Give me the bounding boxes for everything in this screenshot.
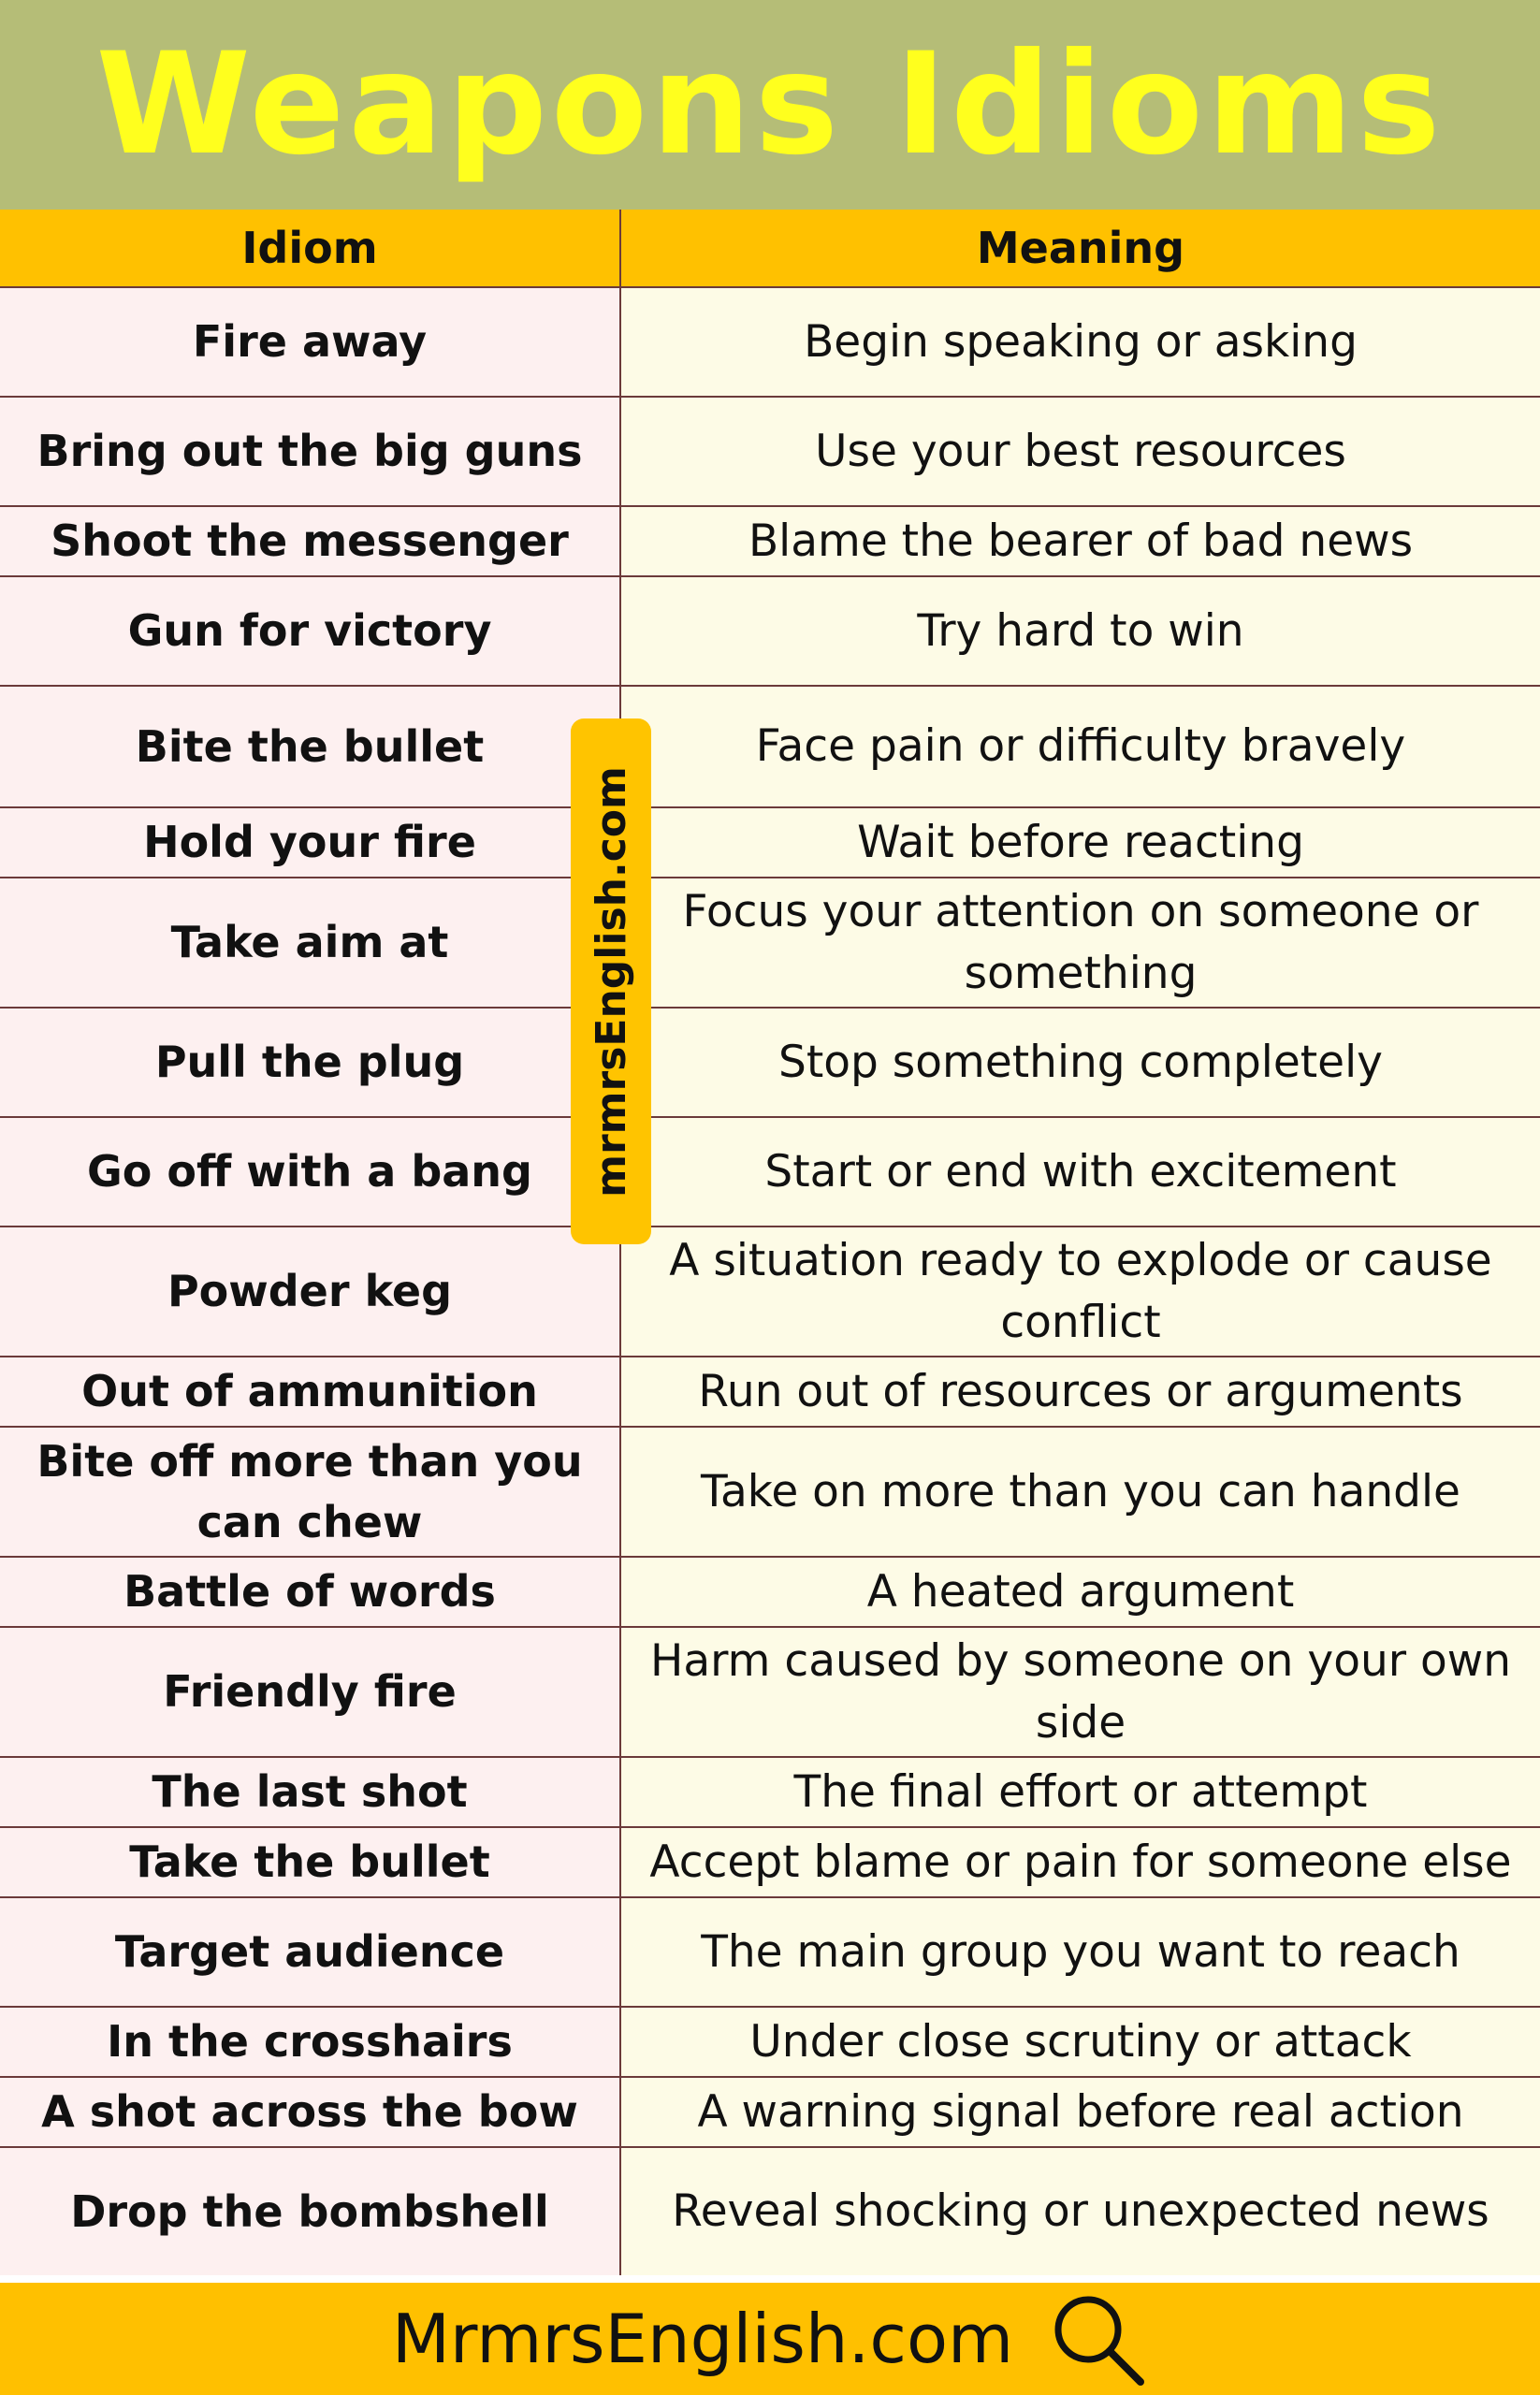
meaning-cell: Try hard to win bbox=[621, 577, 1540, 685]
idiom-cell: In the crosshairs bbox=[0, 2008, 621, 2076]
idiom-cell: Shoot the messenger bbox=[0, 507, 621, 575]
watermark-badge bbox=[571, 718, 651, 1244]
table-row bbox=[0, 1227, 1540, 1357]
title-banner bbox=[0, 0, 1540, 210]
table-row bbox=[0, 687, 1540, 808]
idiom-cell: Fire away bbox=[0, 288, 621, 396]
idioms-table bbox=[0, 288, 1540, 2283]
meaning-cell: Harm caused by someone on your own side bbox=[621, 1628, 1540, 1756]
table-row bbox=[0, 1758, 1540, 1828]
idiom-cell: A shot across the bow bbox=[0, 2078, 621, 2146]
meaning-cell: Use your best resources bbox=[621, 398, 1540, 505]
meaning-cell: Take on more than you can handle bbox=[621, 1428, 1540, 1556]
search-icon bbox=[1047, 2288, 1148, 2389]
meaning-cell: Wait before reacting bbox=[621, 808, 1540, 877]
table-row bbox=[0, 2078, 1540, 2148]
table-row bbox=[0, 1828, 1540, 1898]
idiom-cell: Powder keg bbox=[0, 1227, 621, 1356]
meaning-cell: Start or end with excitement bbox=[621, 1118, 1540, 1226]
idiom-cell: Bite the bullet bbox=[0, 687, 621, 806]
meaning-cell: Under close scrutiny or attack bbox=[621, 2008, 1540, 2076]
table-row bbox=[0, 1898, 1540, 2008]
table-row bbox=[0, 1118, 1540, 1227]
meaning-cell: Begin speaking or asking bbox=[621, 288, 1540, 396]
idiom-cell: Take aim at bbox=[0, 878, 621, 1007]
table-row bbox=[0, 1009, 1540, 1118]
table-row bbox=[0, 2148, 1540, 2275]
table-row bbox=[0, 878, 1540, 1009]
column-header-meaning: Meaning bbox=[976, 223, 1185, 273]
watermark-text: mrmrsEnglish.com bbox=[587, 765, 635, 1198]
meaning-cell: A warning signal before real action bbox=[621, 2078, 1540, 2146]
page-title: Weapons Idioms bbox=[95, 23, 1445, 186]
footer-site-link[interactable]: MrmrsEnglish.com bbox=[391, 2300, 1014, 2378]
idiom-cell: Bite off more than you can chew bbox=[0, 1428, 621, 1556]
meaning-cell: Blame the bearer of bad news bbox=[621, 507, 1540, 575]
meaning-cell: A heated argument bbox=[621, 1558, 1540, 1626]
column-header-idiom: Idiom bbox=[0, 210, 621, 286]
table-row bbox=[0, 1428, 1540, 1558]
table-row bbox=[0, 808, 1540, 878]
table-row bbox=[0, 398, 1540, 507]
meaning-cell: Focus your attention on someone or something bbox=[621, 878, 1540, 1007]
idiom-cell: The last shot bbox=[0, 1758, 621, 1826]
idiom-cell: Bring out the big guns bbox=[0, 398, 621, 505]
idiom-cell: Pull the plug bbox=[0, 1009, 621, 1116]
table-row bbox=[0, 2008, 1540, 2078]
meaning-cell: Run out of resources or arguments bbox=[621, 1357, 1540, 1426]
table-row bbox=[0, 1558, 1540, 1628]
meaning-cell: Reveal shocking or unexpected news bbox=[621, 2148, 1540, 2275]
idiom-cell: Gun for victory bbox=[0, 577, 621, 685]
meaning-cell: A situation ready to explode or cause conflict bbox=[621, 1227, 1540, 1356]
table-row bbox=[0, 577, 1540, 687]
idiom-cell: Out of ammunition bbox=[0, 1357, 621, 1426]
meaning-cell: Accept blame or pain for someone else bbox=[621, 1828, 1540, 1896]
table-row bbox=[0, 507, 1540, 577]
idiom-cell: Battle of words bbox=[0, 1558, 621, 1626]
idiom-cell: Take the bullet bbox=[0, 1828, 621, 1896]
meaning-cell: The final effort or attempt bbox=[621, 1758, 1540, 1826]
meaning-cell: Face pain or difficulty bravely bbox=[621, 687, 1540, 806]
table-row bbox=[0, 288, 1540, 398]
idiom-cell: Drop the bombshell bbox=[0, 2148, 621, 2275]
table-row bbox=[0, 1357, 1540, 1428]
meaning-cell: Stop something completely bbox=[621, 1009, 1540, 1116]
table-row bbox=[0, 1628, 1540, 1758]
idiom-cell: Go off with a bang bbox=[0, 1118, 621, 1226]
idiom-cell: Friendly fire bbox=[0, 1628, 621, 1756]
idiom-cell: Hold your fire bbox=[0, 808, 621, 877]
idiom-cell: Target audience bbox=[0, 1898, 621, 2006]
meaning-cell: The main group you want to reach bbox=[621, 1898, 1540, 2006]
table-header bbox=[0, 210, 1540, 288]
footer-banner bbox=[0, 2283, 1540, 2395]
